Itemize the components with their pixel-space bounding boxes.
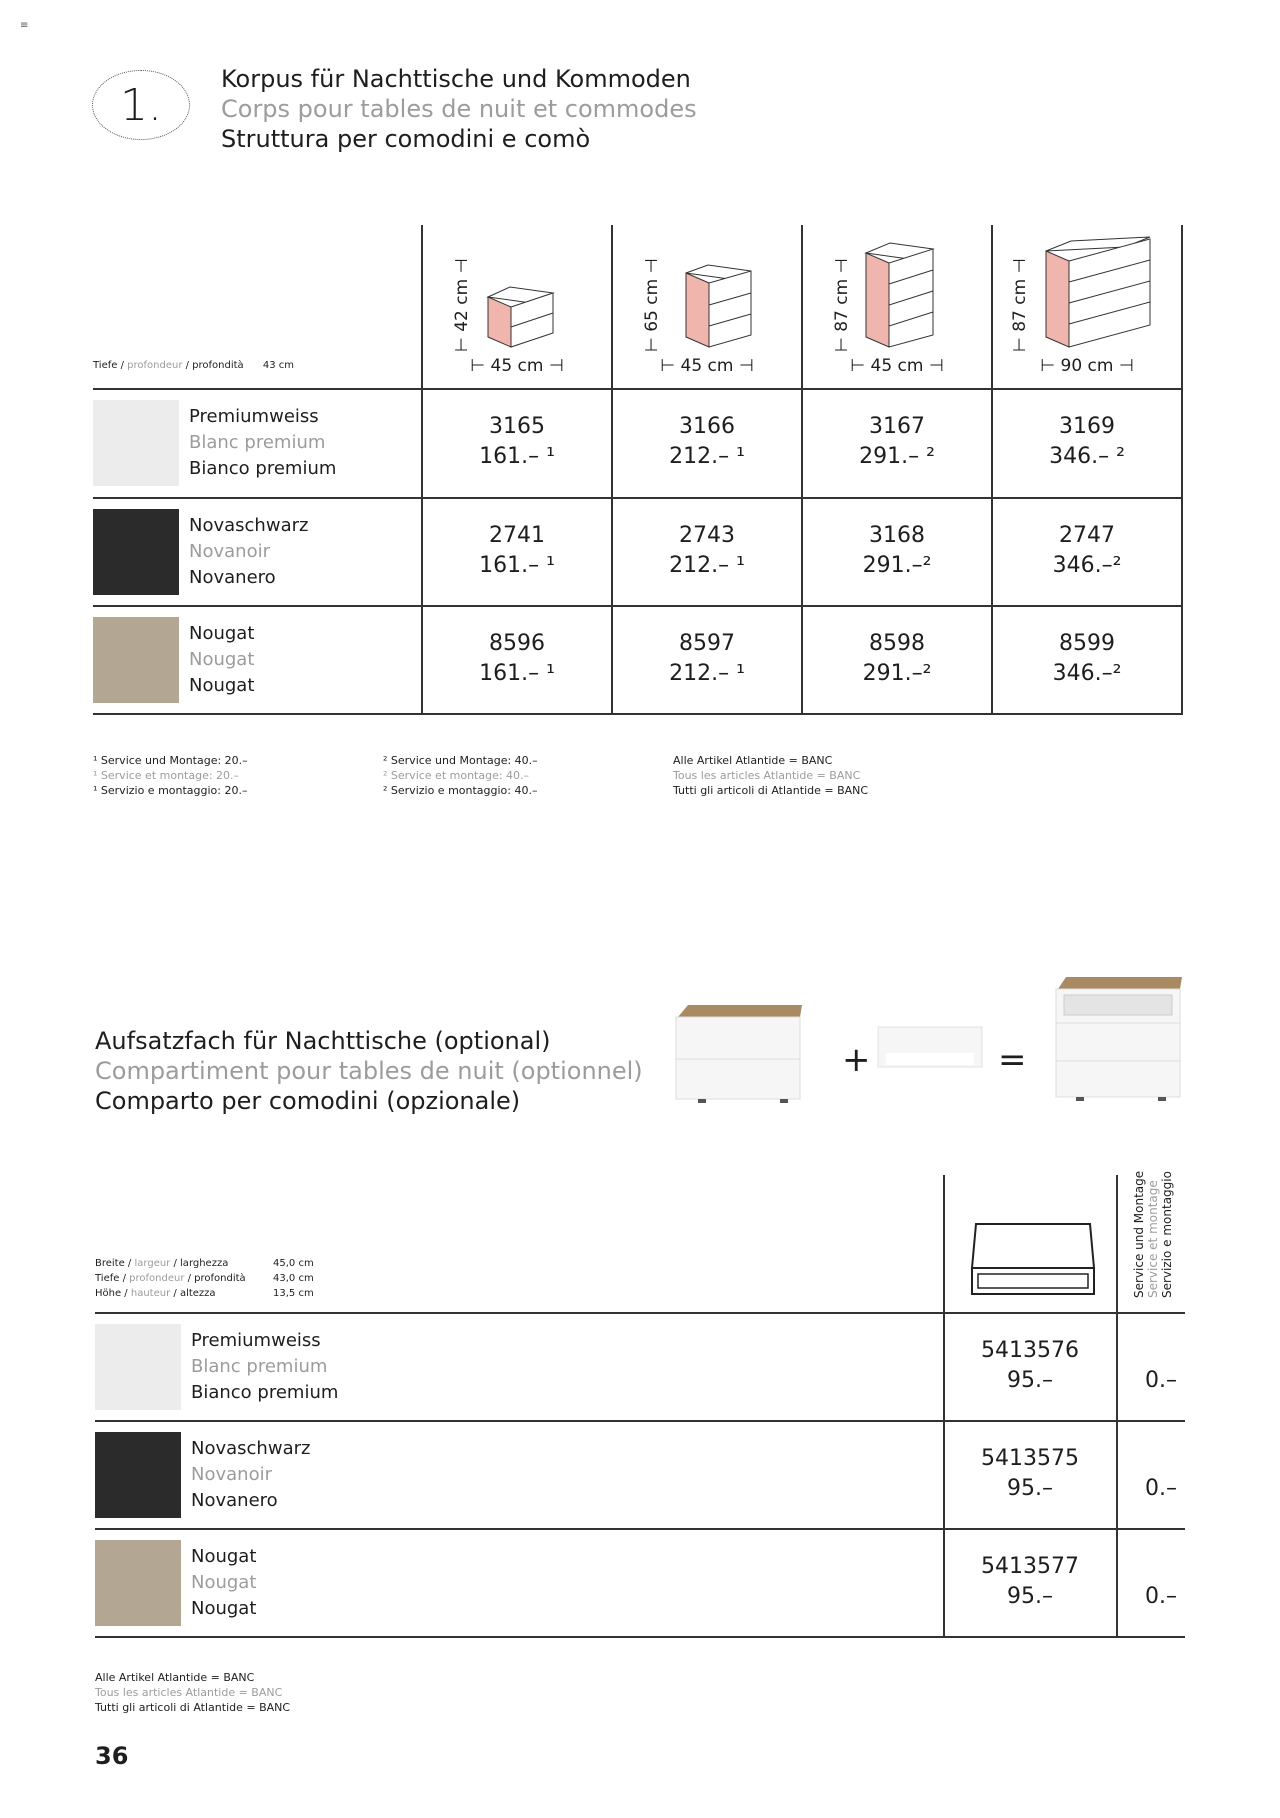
title-de: Korpus für Nachttische und Kommoden xyxy=(221,65,691,93)
depth-label xyxy=(93,360,294,371)
dim-fr: profondeur xyxy=(129,1273,185,1284)
price: 161.– ¹ xyxy=(479,553,555,578)
title-fr: Compartiment pour tables de nuit (optionnel) xyxy=(95,1057,643,1085)
color-name-fr: Novanoir xyxy=(189,541,270,562)
article-number: 5413575 xyxy=(981,1446,1079,1471)
price-cell xyxy=(803,412,991,472)
page-number: 36 xyxy=(95,1742,129,1770)
note-fr: Tous les articles Atlantide = BANC xyxy=(95,1686,283,1699)
price: 346.–² xyxy=(1052,553,1122,578)
color-name-de: Novaschwarz xyxy=(189,515,309,536)
price: 95.– xyxy=(1007,1368,1053,1393)
col2-height: ⊢ 65 cm ⊣ xyxy=(642,258,662,352)
dim-value: 43,0 cm xyxy=(273,1273,314,1284)
col3-width: ⊢ 45 cm ⊣ xyxy=(850,356,944,376)
color-name-fr: Blanc premium xyxy=(191,1356,328,1377)
price: 212.– ¹ xyxy=(669,444,745,469)
dim-it: / larghezza xyxy=(173,1258,229,1269)
color-name xyxy=(191,1328,338,1406)
width-value: 45 cm xyxy=(490,356,544,376)
col3-height: ⊢ 87 cm ⊣ xyxy=(832,258,852,352)
price: 291.– ² xyxy=(859,444,935,469)
nightstand-image xyxy=(676,1005,802,1103)
price-cell xyxy=(423,521,611,581)
color-name-de: Premiumweiss xyxy=(189,406,319,427)
table2-rule xyxy=(95,1528,1185,1530)
equals-sign: = xyxy=(998,1040,1027,1080)
dimensions-block xyxy=(95,1256,314,1301)
color-name-fr: Novanoir xyxy=(191,1464,272,1485)
note-it: ² Servizio e montaggio: 40.– xyxy=(383,784,538,797)
table2-divider xyxy=(1116,1175,1118,1637)
color-name-de: Nougat xyxy=(189,623,255,644)
table2-rule xyxy=(95,1312,1185,1314)
plus-sign: + xyxy=(842,1040,871,1080)
color-name-de: Novaschwarz xyxy=(191,1438,311,1459)
width-value: 45 cm xyxy=(870,356,924,376)
compartment-icon xyxy=(970,1222,1096,1298)
depth-de: Tiefe / xyxy=(93,360,124,371)
depth-fr: profondeur xyxy=(127,360,183,371)
cabinet-65-icon xyxy=(686,265,751,347)
color-name-it: Nougat xyxy=(189,675,255,696)
price-cell xyxy=(993,629,1181,689)
footnote-1 xyxy=(93,753,248,798)
color-name-it: Bianco premium xyxy=(189,458,337,479)
note-de: Alle Artikel Atlantide = BANC xyxy=(673,754,833,767)
article-number: 8599 xyxy=(1059,631,1115,656)
service-price: 0.– xyxy=(1145,1368,1177,1393)
note-it: Tutti gli articoli di Atlantide = BANC xyxy=(95,1701,291,1714)
price-cell xyxy=(945,1336,1115,1396)
price: 212.– ¹ xyxy=(669,661,745,686)
color-name-fr: Nougat xyxy=(191,1572,257,1593)
section2-title xyxy=(95,1026,643,1116)
combination-illustration xyxy=(670,975,1190,1135)
col1-width: ⊢ 45 cm ⊣ xyxy=(470,356,564,376)
color-swatch xyxy=(95,1324,181,1410)
price: 291.–² xyxy=(862,553,932,578)
color-swatch xyxy=(93,509,179,595)
color-swatch xyxy=(95,1540,181,1626)
dim-it: / profondità xyxy=(187,1273,246,1284)
article-number: 3165 xyxy=(489,414,545,439)
cabinet-90-icon xyxy=(1046,237,1150,347)
price-cell xyxy=(613,521,801,581)
price-cell xyxy=(613,412,801,472)
color-name-it: Bianco premium xyxy=(191,1382,339,1403)
color-name xyxy=(189,621,254,699)
article-number: 5413576 xyxy=(981,1338,1079,1363)
combined-nightstand-image xyxy=(1056,977,1182,1101)
article-number: 3166 xyxy=(679,414,735,439)
table1-rule xyxy=(93,497,1183,499)
depth-value: 43 cm xyxy=(262,360,295,371)
article-number: 3167 xyxy=(869,414,925,439)
compartment-image xyxy=(878,1027,982,1067)
price-cell xyxy=(423,629,611,689)
price-cell xyxy=(613,629,801,689)
width-value: 45 cm xyxy=(680,356,734,376)
dim-row xyxy=(95,1256,314,1271)
dim-fr: largeur xyxy=(134,1258,171,1269)
article-number: 3169 xyxy=(1059,414,1115,439)
dim-de: Breite / xyxy=(95,1258,132,1269)
table1-rule xyxy=(93,713,1183,715)
price: 212.– ¹ xyxy=(669,553,745,578)
col2-width: ⊢ 45 cm ⊣ xyxy=(660,356,754,376)
article-number: 2741 xyxy=(489,523,545,548)
article-number: 2743 xyxy=(679,523,735,548)
color-name xyxy=(191,1544,256,1622)
section-number: 1. xyxy=(120,79,162,131)
price: 95.– xyxy=(1007,1476,1053,1501)
price: 95.– xyxy=(1007,1584,1053,1609)
footnote-2 xyxy=(383,753,538,798)
price-cell xyxy=(423,412,611,472)
section1-title xyxy=(221,64,697,154)
col4-height: ⊢ 87 cm ⊣ xyxy=(1010,258,1030,352)
color-swatch xyxy=(93,400,179,486)
note-it: Tutti gli articoli di Atlantide = BANC xyxy=(673,784,869,797)
dim-de: Tiefe / xyxy=(95,1273,126,1284)
title-it: Comparto per comodini (opzionale) xyxy=(95,1087,521,1115)
col4-width: ⊢ 90 cm ⊣ xyxy=(1040,356,1134,376)
dim-row xyxy=(95,1286,314,1301)
dim-value: 13,5 cm xyxy=(273,1288,314,1299)
title-it: Struttura per comodini e comò xyxy=(221,125,591,153)
service-header xyxy=(1132,1171,1174,1298)
color-name-fr: Blanc premium xyxy=(189,432,326,453)
article-number: 8597 xyxy=(679,631,735,656)
note-de: Alle Artikel Atlantide = BANC xyxy=(95,1671,255,1684)
color-name-it: Novanero xyxy=(189,567,276,588)
service-head-fr: Service et montage xyxy=(1146,1180,1160,1298)
price-cell xyxy=(945,1552,1115,1612)
price-cell xyxy=(993,412,1181,472)
cabinet-42-icon xyxy=(488,287,553,347)
menu-icon[interactable]: ≡ xyxy=(20,20,29,31)
section-number-badge xyxy=(92,70,190,140)
note-de: ¹ Service und Montage: 20.– xyxy=(93,754,248,767)
height-value: 87 cm xyxy=(1010,278,1030,332)
dim-value: 45,0 cm xyxy=(273,1258,314,1269)
color-swatch xyxy=(93,617,179,703)
service-price: 0.– xyxy=(1145,1476,1177,1501)
color-swatch xyxy=(95,1432,181,1518)
title-fr: Corps pour tables de nuit et commodes xyxy=(221,95,697,123)
note-it: ¹ Servizio e montaggio: 20.– xyxy=(93,784,248,797)
cabinet-87-icon xyxy=(866,243,933,347)
service-head-de: Service und Montage xyxy=(1132,1170,1146,1298)
article-number: 8598 xyxy=(869,631,925,656)
price: 346.– ² xyxy=(1049,444,1125,469)
color-name xyxy=(189,404,336,482)
height-value: 87 cm xyxy=(832,278,852,332)
width-value: 90 cm xyxy=(1060,356,1114,376)
color-name xyxy=(189,513,308,591)
note-de: ² Service und Montage: 40.– xyxy=(383,754,538,767)
price-cell xyxy=(803,521,991,581)
color-name-fr: Nougat xyxy=(189,649,255,670)
article-number: 2747 xyxy=(1059,523,1115,548)
article-number: 5413577 xyxy=(981,1554,1079,1579)
table1-rule xyxy=(93,388,1183,390)
article-number: 3168 xyxy=(869,523,925,548)
price: 161.– ¹ xyxy=(479,444,555,469)
color-name-it: Nougat xyxy=(191,1598,257,1619)
price-cell xyxy=(945,1444,1115,1504)
table2-rule xyxy=(95,1420,1185,1422)
color-name-it: Novanero xyxy=(191,1490,278,1511)
service-price: 0.– xyxy=(1145,1584,1177,1609)
price: 291.–² xyxy=(862,661,932,686)
col1-height: ⊢ 42 cm ⊣ xyxy=(452,258,472,352)
table2-rule xyxy=(95,1636,1185,1638)
price: 346.–² xyxy=(1052,661,1122,686)
dim-it: / altezza xyxy=(173,1288,216,1299)
dim-row xyxy=(95,1271,314,1286)
note-fr: ² Service et montage: 40.– xyxy=(383,769,530,782)
height-value: 65 cm xyxy=(642,278,662,332)
note-fr: Tous les articles Atlantide = BANC xyxy=(673,769,861,782)
article-number: 8596 xyxy=(489,631,545,656)
dim-de: Höhe / xyxy=(95,1288,128,1299)
price: 161.– ¹ xyxy=(479,661,555,686)
price-cell xyxy=(803,629,991,689)
color-name-de: Premiumweiss xyxy=(191,1330,321,1351)
footnote-3 xyxy=(673,753,868,798)
depth-it: / profondità xyxy=(185,360,244,371)
color-name xyxy=(191,1436,310,1514)
table1-rule xyxy=(93,605,1183,607)
price-cell xyxy=(993,521,1181,581)
height-value: 42 cm xyxy=(452,278,472,332)
color-name-de: Nougat xyxy=(191,1546,257,1567)
title-de: Aufsatzfach für Nachttische (optional) xyxy=(95,1027,551,1055)
note-fr: ¹ Service et montage: 20.– xyxy=(93,769,240,782)
dim-fr: hauteur xyxy=(130,1288,171,1299)
section2-note xyxy=(95,1670,290,1715)
service-head-it: Servizio e montaggio xyxy=(1160,1171,1174,1298)
